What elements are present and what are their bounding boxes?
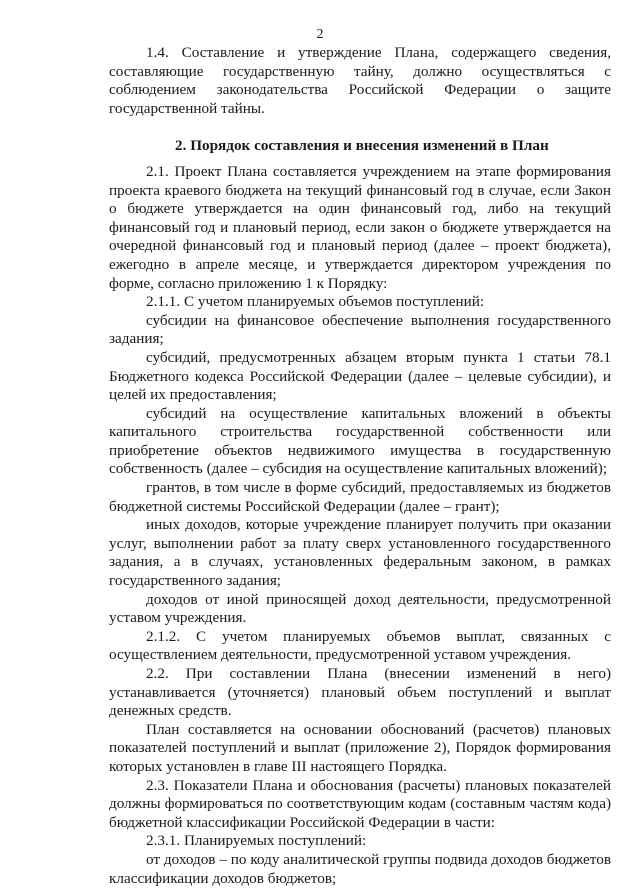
- paragraph: субсидий на осуществление капитальных вложений в объекты капитального строительства государственной собственности или приобретение объектов недвижимого имущества в государственную собственность (далее – субсидия на осуществление капитальных вложений);: [109, 404, 611, 478]
- document-body: [109, 44, 611, 888]
- section-heading: 2. Порядок составления и внесения изменений в План: [175, 137, 549, 155]
- paragraph: 2.3.1. Планируемых поступлений:: [146, 832, 367, 850]
- paragraph: грантов, в том числе в форме субсидий, предоставляемых из бюджетов бюджетной системы Российской Федерации (далее – грант);: [109, 479, 611, 515]
- paragraph: доходов от иной приносящей доход деятельности, предусмотренной уставом учреждения.: [109, 590, 611, 627]
- paragraph: иных доходов, которые учреждение планирует получить при оказании услуг, выполнении работ за плату сверх установленного государственного задания, а в случаях, установленных федеральным законом, в рамках государственного задания;: [109, 516, 611, 590]
- paragraph: План составляется на основании обоснований (расчетов) плановых показателей поступлений и выплат (приложение 2), Порядок формирования которых установлен в главе III настоящего Порядка.: [109, 720, 611, 775]
- paragraph: 2.1. Проект Плана составляется учреждением на этапе формирования проекта краевого бюджета на текущий финансовый год в случае, если Закон о бюджете утверждается на один финансовый год, либо на текущий финансовый год и плановый период, если закон о бюджете утверждается на очередной финансовый год и плановый период (далее – проект бюджета), ежегодно в апреле месяце, и утверждается директором учреждения по форме, согласно приложению 1 к Порядку:: [109, 162, 611, 292]
- paragraph-1-4: 1.4. Составление и утверждение Плана, содержащего сведения, составляющие государственную тайну, должно осуществляться с соблюдением законодательства Российской Федерации о защите государственной тайны.: [109, 44, 611, 117]
- page-number: 2: [316, 27, 324, 42]
- paragraph: от доходов – по коду аналитической группы подвида доходов бюджетов классификации доходов бюджетов;: [109, 850, 611, 887]
- paragraph: 2.2. При составлении Плана (внесении изменений в него) устанавливается (уточняется) плановый объем поступлений и выплат денежных средств.: [109, 665, 611, 720]
- paragraph: субсидии на финансовое обеспечение выполнения государственного задания;: [109, 311, 611, 348]
- paragraph: 2.3. Показатели Плана и обоснования (расчеты) плановых показателей должны формироваться по соответствующим кодам (составным частям кода) бюджетной классификации Российской Федерации в части:: [109, 776, 611, 831]
- paragraph: 2.1.2. С учетом планируемых объемов выплат, связанных с осуществлением деятельности, предусмотренной уставом учреждения.: [109, 627, 611, 664]
- paragraph: 2.1.1. С учетом планируемых объемов поступлений:: [146, 293, 485, 311]
- paragraph: субсидий, предусмотренных абзацем вторым пункта 1 статьи 78.1 Бюджетного кодекса Российской Федерации (далее – целевые субсидии), и целей их предоставления;: [109, 348, 611, 404]
